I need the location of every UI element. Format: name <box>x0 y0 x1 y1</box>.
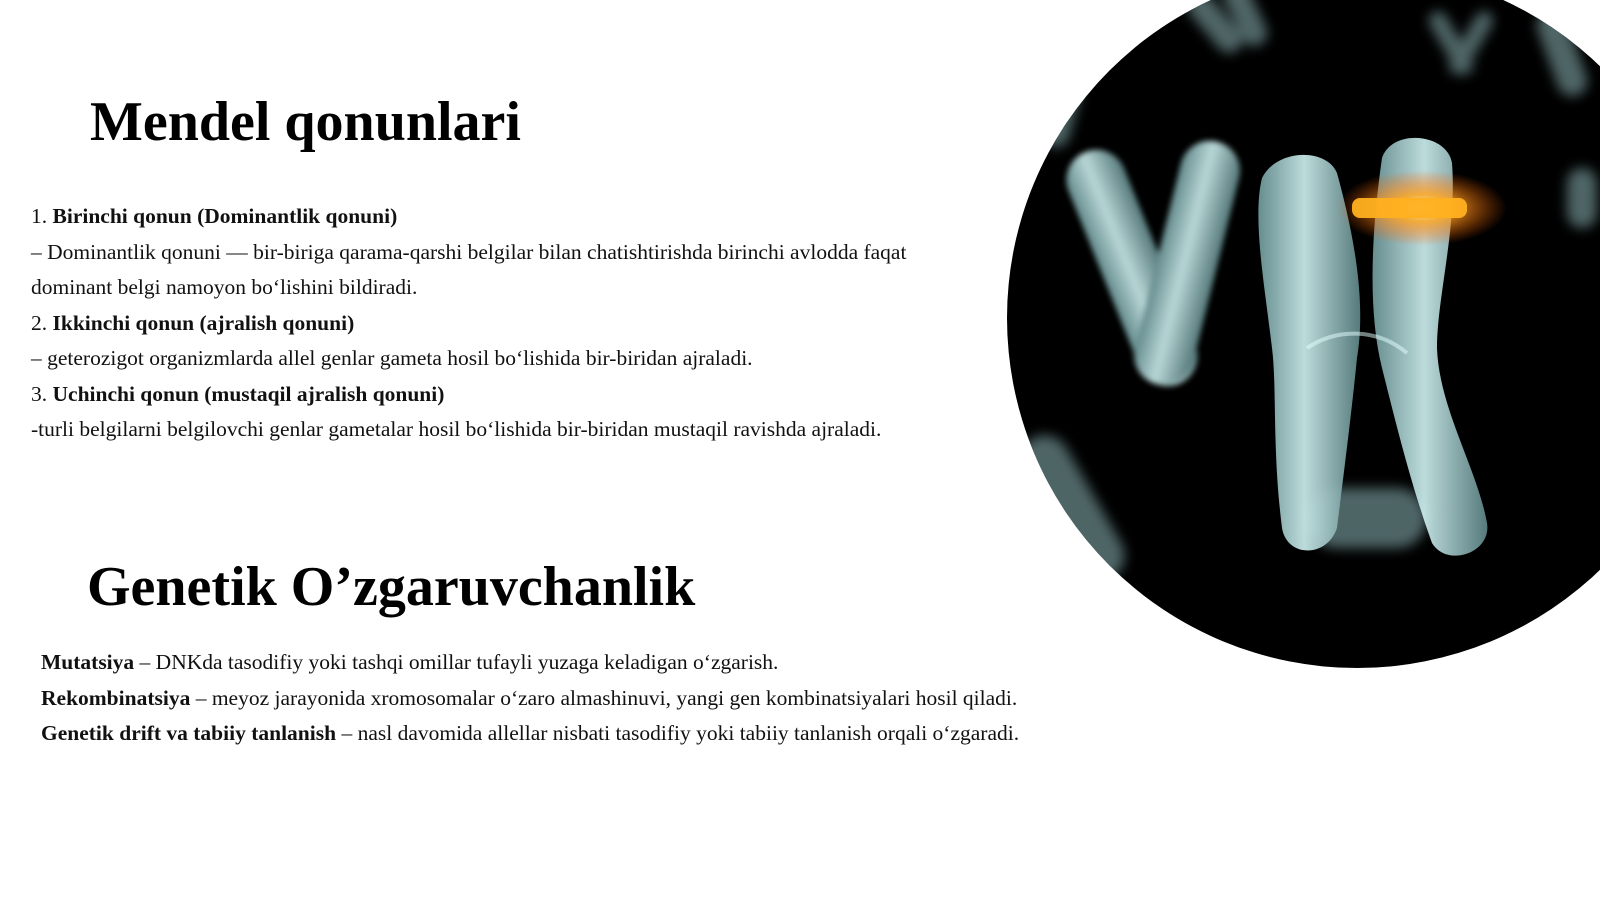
section-title-genetic-variation: Genetik O’zgaruvchanlik <box>87 556 696 618</box>
variation-term: Rekombinatsiya <box>41 685 191 710</box>
variation-item <box>41 681 1291 717</box>
law-number: 3. <box>31 381 48 406</box>
law-name: Uchinchi qonun (mustaqil ajralish qonuni) <box>52 381 445 406</box>
variation-item <box>41 716 1291 752</box>
section-title-mendel: Mendel qonunlari <box>90 91 521 153</box>
law-number: 1. <box>31 204 48 228</box>
law-name: Birinchi qonun (Dominantlik qonuni) <box>52 204 398 228</box>
law-heading <box>31 199 986 235</box>
law-name: Ikkinchi qonun (ajralish qonuni) <box>52 310 355 335</box>
law-description: – Dominantlik qonuni — bir-biriga qarama-qarshi belgilar bilan chatishtirishda birinchi avlodda faqat dominant belgi namoyon bo‘lishini bildiradi. <box>31 239 907 299</box>
chromosome-image <box>1007 0 1600 668</box>
variation-description: – meyoz jarayonida xromosomalar o‘zaro almashinuvi, yangi gen kombinatsiyalari hosil qiladi. <box>190 685 1018 710</box>
variation-term: Mutatsiya <box>41 650 135 674</box>
variation-description: – DNKda tasodifiy yoki tashqi omillar tufayli yuzaga keladigan o‘zgarish. <box>134 650 779 674</box>
law-heading <box>31 377 986 413</box>
variation-term: Genetik drift va tabiiy tanlanish <box>41 721 337 745</box>
law-description: – geterozigot organizmlarda allel genlar gameta hosil bo‘lishida bir-biridan ajraladi. <box>31 346 753 370</box>
law-number: 2. <box>31 310 48 335</box>
mendel-laws-list <box>31 199 986 448</box>
law-heading <box>31 306 986 342</box>
variation-description: – nasl davomida allellar nisbati tasodifiy yoki tabiiy tanlanish orqali o‘zgaradi. <box>336 721 1020 745</box>
law-description: -turli belgilarni belgilovchi genlar gametalar hosil bo‘lishida bir-biridan mustaqil ravishda ajraladi. <box>31 417 882 441</box>
